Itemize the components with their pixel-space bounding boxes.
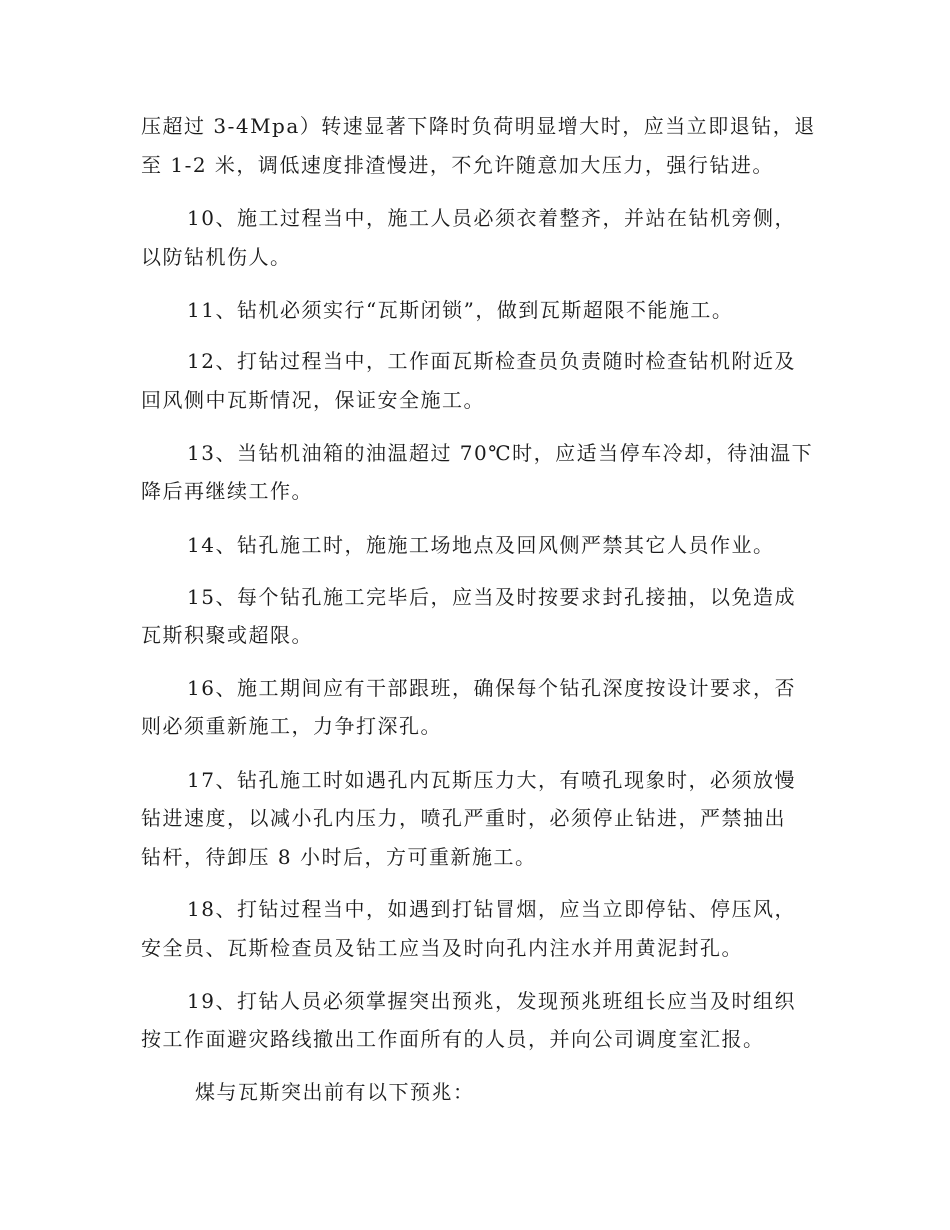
body-text-line: 16、施工期间应有干部跟班，确保每个钻孔深度按设计要求，否 [187, 676, 796, 700]
body-text-line: 12、打钻过程当中，工作面瓦斯检查员负责随时检查钻机附近及 [187, 349, 796, 373]
body-text-line: 压超过 3-4Mpa）转速显著下降时负荷明显增大时，应当立即退钻，退 [141, 114, 816, 138]
body-text-line: 瓦斯积聚或超限。 [141, 623, 313, 647]
body-text-line: 钻杆，待卸压 8 小时后，方可重新施工。 [141, 845, 537, 869]
section-lead-text: 煤与瓦斯突出前有以下预兆： [195, 1080, 475, 1104]
body-text-line: 按工作面避灾路线撤出工作面所有的人员，并向公司调度室汇报。 [141, 1027, 765, 1051]
body-text-line: 回风侧中瓦斯情况，保证安全施工。 [141, 388, 485, 412]
body-text-line: 至 1-2 米，调低速度排渣慢进，不允许随意加大压力，强行钻进。 [141, 153, 774, 177]
body-text-line: 14、钻孔施工时，施施工场地点及回风侧严禁其它人员作业。 [187, 533, 775, 557]
body-text-line: 17、钻孔施工时如遇孔内瓦斯压力大，有喷孔现象时，必须放慢 [187, 768, 796, 792]
body-text-line: 19、打钻人员必须掌握突出预兆，发现预兆班组长应当及时组织 [187, 989, 796, 1013]
body-text-line: 11、钻机必须实行“瓦斯闭锁”，做到瓦斯超限不能施工。 [187, 298, 734, 322]
body-text-line: 则必须重新施工，力争打深孔。 [141, 714, 442, 738]
body-text-line: 降后再继续工作。 [141, 479, 313, 503]
body-text-line: 13、当钻机油箱的油温超过 70℃时，应适当停车冷却，待油温下 [187, 441, 814, 465]
body-text-line: 钻进速度，以减小孔内压力，喷孔严重时，必须停止钻进，严禁抽出 [141, 806, 786, 830]
body-text-line: 安全员、瓦斯检查员及钻工应当及时向孔内注水并用黄泥封孔。 [141, 936, 743, 960]
body-text-line: 10、施工过程当中，施工人员必须衣着整齐，并站在钻机旁侧， [187, 206, 796, 230]
body-text-line: 以防钻机伤人。 [141, 245, 292, 269]
body-text-line: 15、每个钻孔施工完毕后，应当及时按要求封孔接抽，以免造成 [187, 585, 796, 609]
body-text-line: 18、打钻过程当中，如遇到打钻冒烟，应当立即停钻、停压风， [187, 897, 796, 921]
